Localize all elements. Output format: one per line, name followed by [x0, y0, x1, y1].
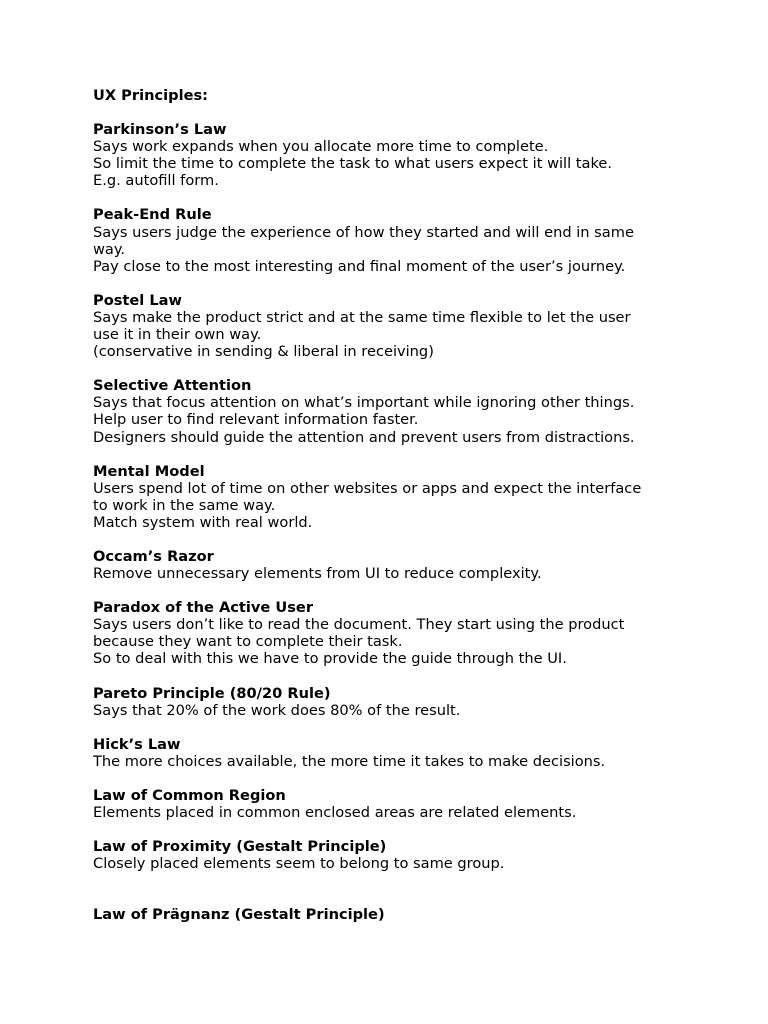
section-heading: Selective Attention	[93, 377, 252, 395]
section-heading: Occam’s Razor	[93, 547, 214, 565]
document-page	[93, 87, 693, 940]
section-line: Says users don’t like to read the document. They start using the product	[93, 616, 625, 634]
section-occams-razor	[93, 548, 693, 582]
section-paradox-active-user	[93, 599, 693, 667]
section-line: Says users judge the experience of how they started and will end in same	[93, 223, 634, 241]
section-heading: Law of Prägnanz (Gestalt Principle)	[93, 906, 385, 924]
section-line: to work in the same way.	[93, 496, 276, 514]
section-hicks-law	[93, 736, 693, 770]
section-line: Elements placed in common enclosed areas are related elements.	[93, 804, 577, 821]
section-line: Says that focus attention on what’s important while ignoring other things.	[93, 394, 635, 412]
section-line: Designers should guide the attention and prevent users from distractions.	[93, 428, 635, 446]
section-heading: Hick’s Law	[93, 735, 181, 753]
section-line: The more choices available, the more time it takes to make decisions.	[93, 752, 606, 770]
section-heading: Paradox of the Active User	[93, 599, 314, 617]
section-line: Says make the product strict and at the same time flexible to let the user	[93, 308, 631, 326]
section-line: Users spend lot of time on other websites or apps and expect the interface	[93, 479, 642, 497]
section-law-proximity	[93, 838, 693, 872]
section-heading: Peak-End Rule	[93, 206, 212, 224]
section-heading: Law of Common Region	[93, 786, 286, 804]
section-heading: Postel Law	[93, 291, 182, 309]
section-line: way.	[93, 240, 126, 258]
section-heading: Mental Model	[93, 462, 205, 480]
section-line: Pay close to the most interesting and final moment of the user’s journey.	[93, 257, 626, 275]
section-line: Says work expands when you allocate more time to complete.	[93, 138, 549, 156]
section-line: Help user to find relevant information faster.	[93, 411, 419, 429]
section-line: So to deal with this we have to provide the guide through the UI.	[93, 650, 567, 668]
section-line: Remove unnecessary elements from UI to reduce complexity.	[93, 565, 542, 583]
section-line: E.g. autofill form.	[93, 172, 219, 190]
section-selective-attention	[93, 377, 693, 445]
section-law-common-region	[93, 787, 693, 821]
section-parkinsons-law	[93, 121, 693, 189]
section-line: Match system with real world.	[93, 513, 313, 531]
section-line: because they want to complete their task.	[93, 633, 403, 651]
section-law-pragnanz	[93, 906, 693, 923]
document-title: UX Principles:	[93, 87, 208, 104]
section-heading: Pareto Principle (80/20 Rule)	[93, 684, 331, 702]
section-line: use it in their own way.	[93, 326, 262, 344]
section-line: Says that 20% of the work does 80% of the result.	[93, 701, 461, 719]
section-mental-model	[93, 463, 693, 531]
section-line: So limit the time to complete the task to what users expect it will take.	[93, 155, 613, 173]
section-heading: Law of Proximity (Gestalt Principle)	[93, 838, 387, 856]
section-line: (conservative in sending & liberal in receiving)	[93, 343, 434, 361]
section-postel-law	[93, 292, 693, 360]
section-heading: Parkinson’s Law	[93, 121, 227, 139]
section-peak-end-rule	[93, 206, 693, 274]
section-line: Closely placed elements seem to belong to same group.	[93, 855, 505, 873]
section-pareto-principle	[93, 685, 693, 719]
